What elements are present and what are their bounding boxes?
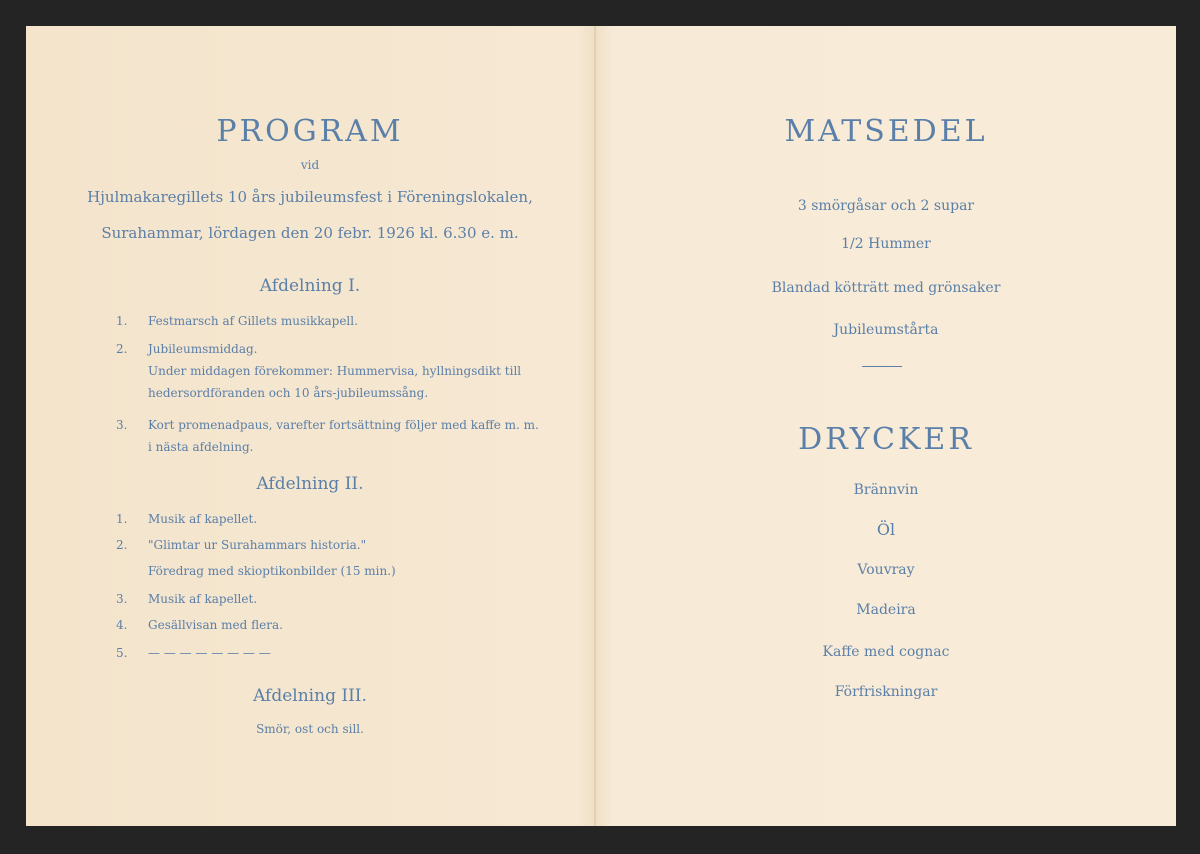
s1-item-2-num: 2. bbox=[116, 342, 128, 356]
s1-item-2-sub2: hedersordföranden och 10 års-jubileumssång. bbox=[148, 386, 429, 400]
s2-item-2-num: 2. bbox=[116, 538, 128, 552]
s2-item-1-text: Musik af kapellet. bbox=[148, 512, 258, 526]
s1-item-3-num: 3. bbox=[116, 418, 128, 432]
drycker-title: DRYCKER bbox=[798, 422, 974, 457]
drycker-item-4: Madeira bbox=[856, 602, 916, 618]
section2-heading: Afdelning II. bbox=[256, 474, 364, 494]
drycker-item-2: Öl bbox=[876, 520, 896, 539]
s2-item-4-text: Gesällvisan med flera. bbox=[148, 618, 283, 632]
matsedel-title: MATSEDEL bbox=[784, 114, 988, 149]
s1-item-1-num: 1. bbox=[116, 314, 128, 328]
program-page bbox=[26, 26, 594, 826]
drycker-item-1: Brännvin bbox=[853, 482, 919, 498]
program-line1: Hjulmakaregillets 10 års jubileumsfest i Föreningslokalen, bbox=[87, 188, 533, 206]
s2-item-3-num: 3. bbox=[116, 592, 128, 606]
s2-item-2-text: "Glimtar ur Surahammars historia." bbox=[148, 538, 367, 552]
s1-item-2-text: Jubileumsmiddag. bbox=[148, 342, 258, 356]
menu-card bbox=[26, 26, 1176, 826]
section1-heading: Afdelning I. bbox=[259, 276, 361, 296]
drycker-item-6: Förfriskningar bbox=[834, 684, 938, 700]
section3-text: Smör, ost och sill. bbox=[256, 722, 364, 736]
s1-item-3-text: Kort promenadpaus, varefter fortsättning följer med kaffe m. m. bbox=[148, 418, 539, 432]
program-vid: vid bbox=[300, 158, 320, 172]
s2-item-5-num: 5. bbox=[116, 646, 128, 660]
matsedel-item-3: Blandad kötträtt med grönsaker bbox=[771, 280, 1001, 296]
s2-item-5-text: — — — — — — — — bbox=[148, 646, 271, 660]
s2-item-4-num: 4. bbox=[116, 618, 128, 632]
program-title: PROGRAM bbox=[216, 114, 404, 149]
s1-item-1-text: Festmarsch af Gillets musikkapell. bbox=[148, 314, 358, 328]
matsedel-item-1: 3 smörgåsar och 2 supar bbox=[797, 198, 975, 214]
s2-item-3-text: Musik af kapellet. bbox=[148, 592, 258, 606]
section3-heading: Afdelning III. bbox=[253, 686, 367, 706]
s1-item-2-sub1: Under middagen förekommer: Hummervisa, hyllningsdikt till bbox=[148, 364, 522, 378]
drycker-item-5: Kaffe med cognac bbox=[822, 644, 950, 660]
s1-item-3-sub1: i nästa afdelning. bbox=[148, 440, 254, 454]
s2-item-1-num: 1. bbox=[116, 512, 128, 526]
drycker-item-3: Vouvray bbox=[857, 562, 915, 578]
matsedel-item-4: Jubileumstårta bbox=[833, 322, 939, 338]
program-line2: Surahammar, lördagen den 20 febr. 1926 kl. 6.30 e. m. bbox=[101, 224, 519, 242]
s2-item-2-sub1: Föredrag med skioptikonbilder (15 min.) bbox=[148, 564, 396, 578]
divider-rule bbox=[862, 366, 902, 367]
matsedel-item-2: 1/2 Hummer bbox=[841, 236, 931, 252]
menu-page bbox=[596, 26, 1176, 826]
